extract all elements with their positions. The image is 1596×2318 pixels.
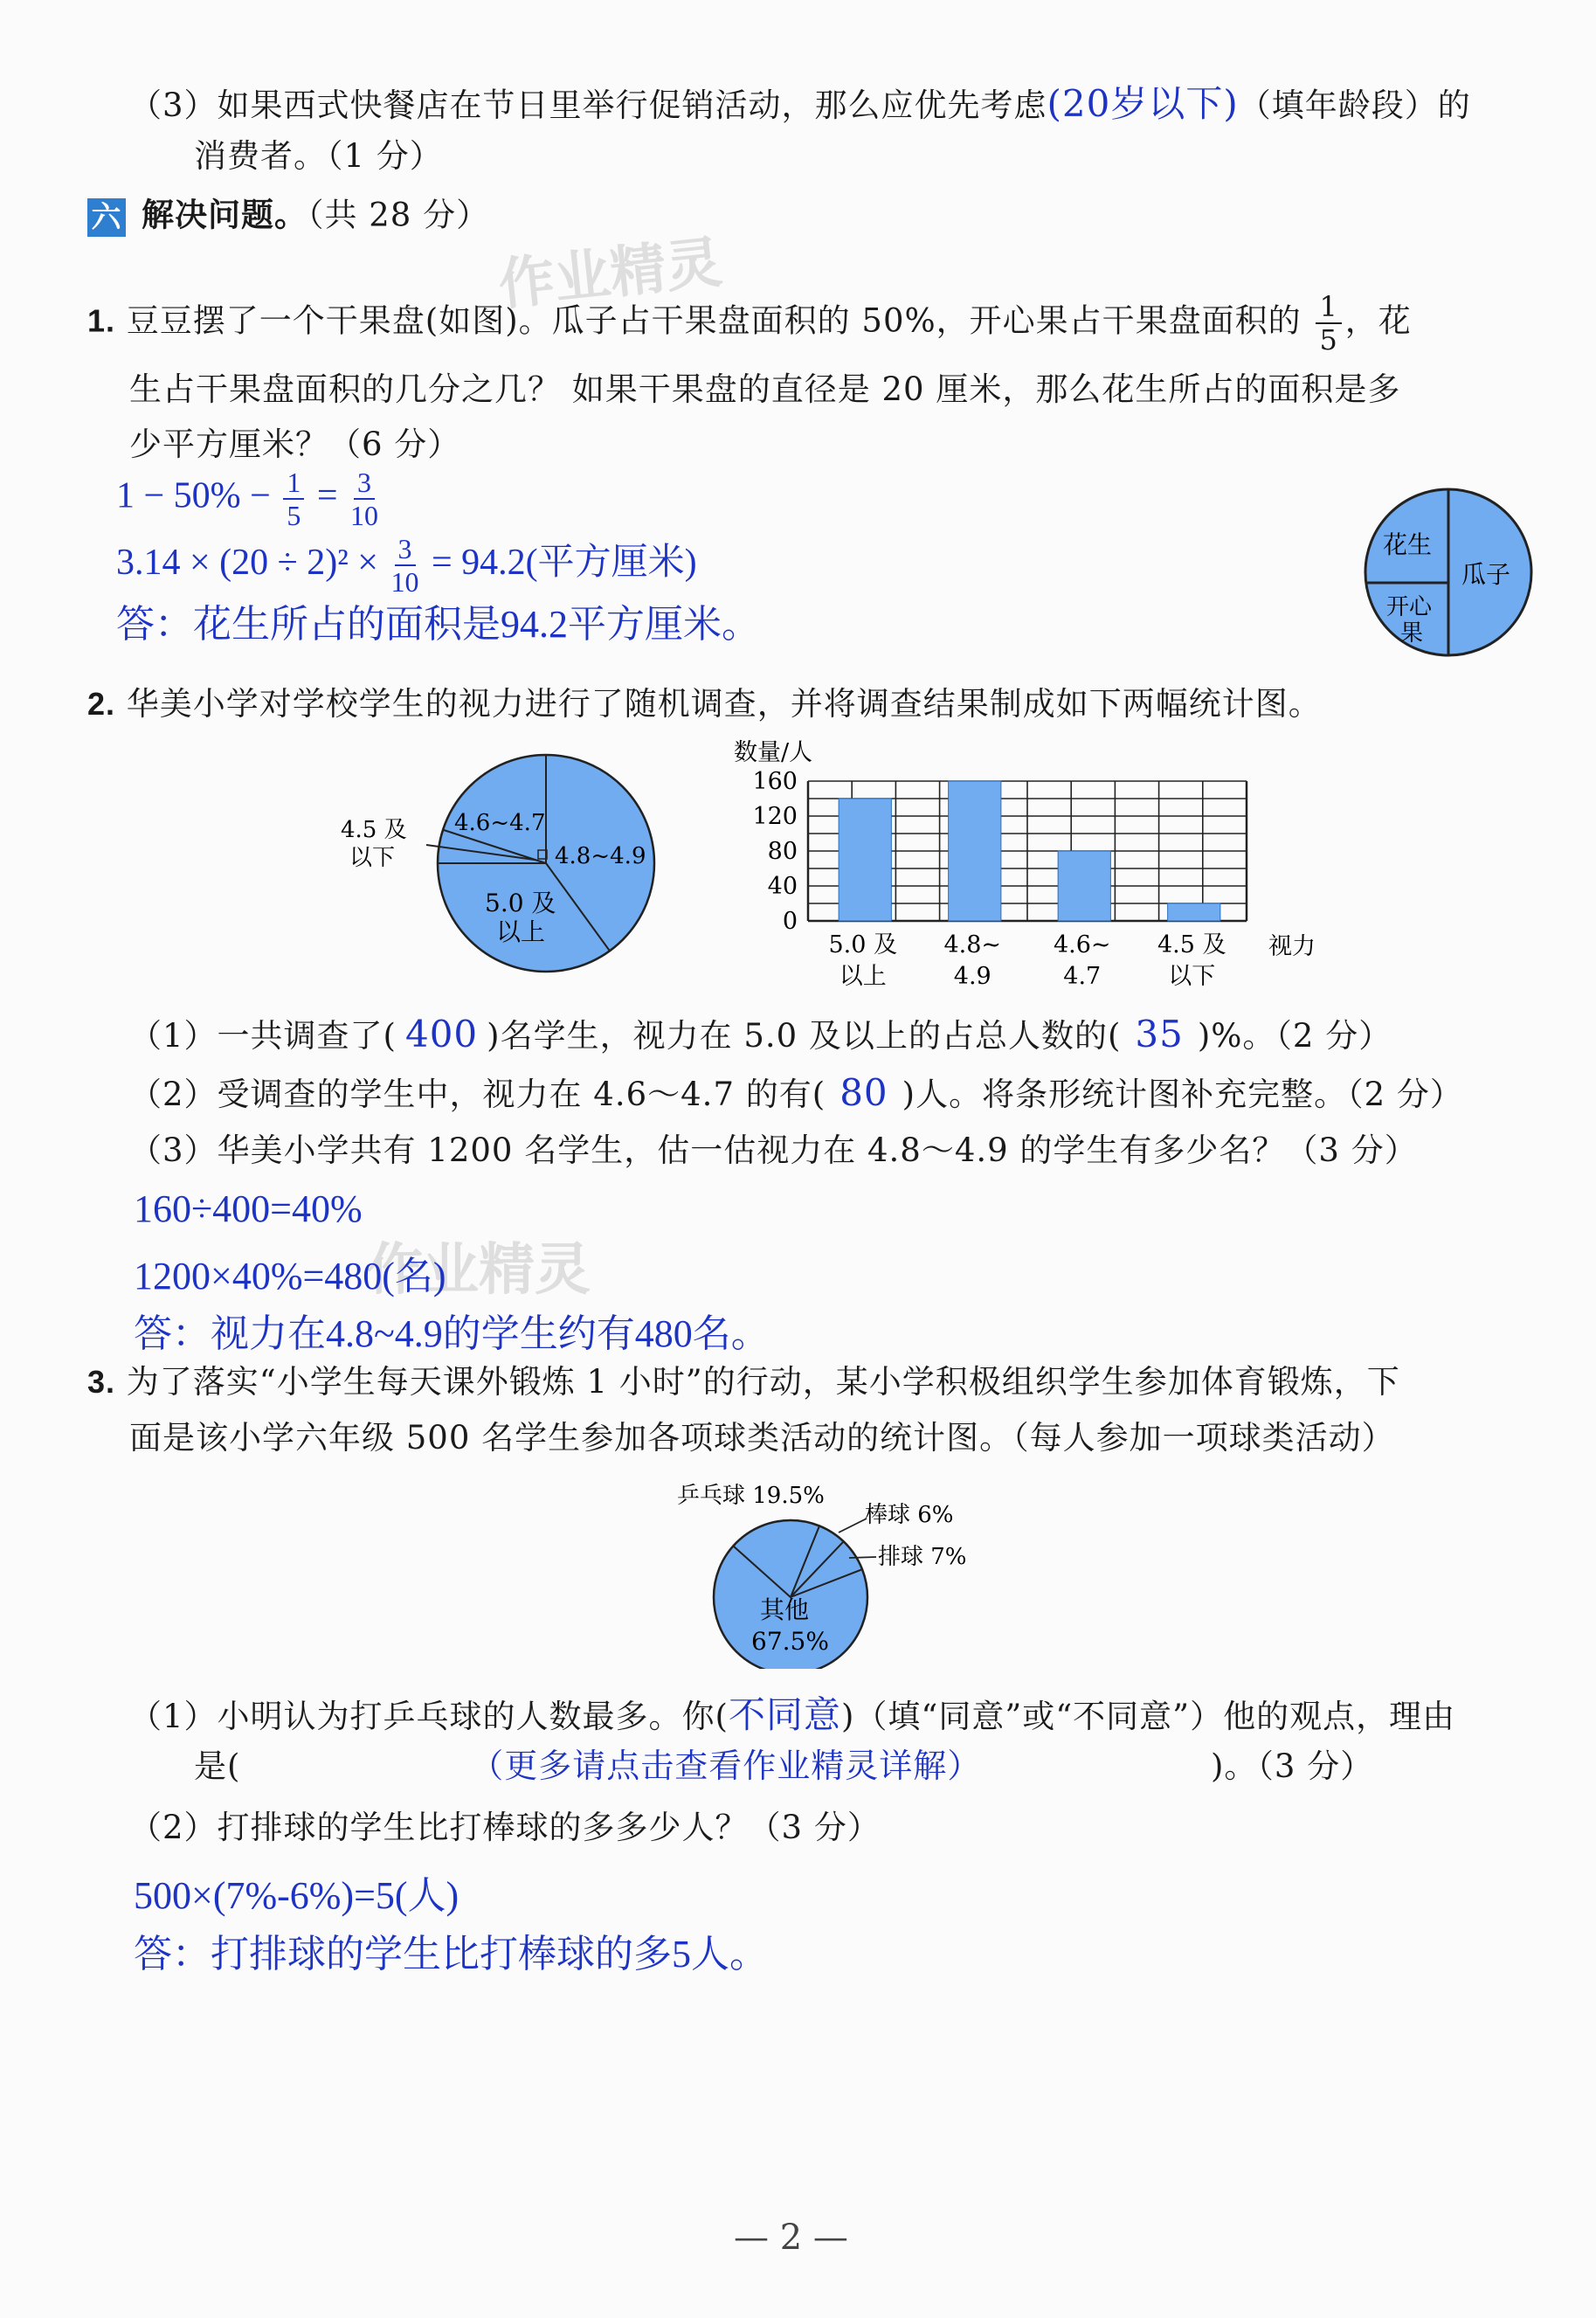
q2-sub1-answer-total: 400 — [404, 1013, 479, 1055]
plate-label-seeds: 瓜子 — [1461, 560, 1511, 589]
item3-line2: 消费者。（1 分） — [194, 137, 443, 175]
q3-sub1-text: （1）小明认为打乒乓球的人数最多。你( — [129, 1698, 729, 1735]
item3-text: （3）如果西式快餐店在节日里举行促销活动，那么应优先考虑 — [129, 86, 1047, 124]
pie1-label-4647: 4.6~4.7 — [454, 810, 546, 836]
ball-sports-pie-chart — [664, 1468, 1031, 1669]
plate-label-pistachio-2: 果 — [1400, 620, 1424, 647]
q1-answer-line1 — [116, 468, 382, 529]
pie1-label-45-b: 以下 — [349, 845, 396, 871]
item3-text-post: （填年龄段）的 — [1238, 86, 1471, 124]
q1-text: 豆豆摆了一个干果盘(如图)。瓜子占干果盘面积的 50%，开心果占干果盘面积的 — [126, 301, 1302, 340]
q1-line1 — [87, 290, 1412, 356]
pie2-label-other-value: 67.5% — [751, 1627, 829, 1656]
plate-label-peanut: 花生 — [1383, 530, 1433, 559]
q2-sub1-text-post: )%。（2 分） — [1197, 1017, 1392, 1055]
section-number-icon: 六 — [87, 198, 126, 237]
q3-sub1-line1 — [129, 1693, 1456, 1736]
q2-sub1 — [129, 1013, 1392, 1055]
section-score: （共 28 分） — [307, 196, 490, 234]
bar-2 — [1058, 851, 1110, 921]
bar-y-tick: 160 — [752, 768, 798, 795]
vision-bar-chart — [725, 736, 1319, 998]
frac-num: 1 — [283, 468, 304, 500]
pie1-label-50-a: 5.0 及 — [485, 889, 556, 917]
item3-answer: (20岁以下) — [1047, 82, 1239, 125]
q1-plate-diagram — [1358, 485, 1542, 660]
q3-sub1-line2 — [194, 1747, 1374, 1785]
q2-sub2 — [129, 1071, 1463, 1114]
bar-categories — [828, 931, 1226, 990]
item3-line1 — [129, 82, 1471, 125]
q2-text: 华美小学对学校学生的视力进行了随机调查，并将调查结果制成如下两幅统计图。 — [126, 685, 1322, 723]
frac-den: 10 — [390, 566, 419, 599]
pie1-label-45-a: 4.5 及 — [341, 817, 407, 843]
vision-pie-chart — [332, 743, 664, 987]
bar-y-tick: 40 — [767, 873, 798, 900]
q3-sub1-reason-link[interactable]: （更多请点击查看作业精灵详解） — [470, 1747, 982, 1785]
bar-y-tick: 80 — [767, 838, 798, 865]
q1-answer-line2 — [116, 533, 697, 599]
pie2-leader-baseball — [839, 1519, 867, 1533]
q2-sub3: （3）华美小学共有 1200 名学生，估一估视力在 4.8～4.9 的学生有多少名？（3 分） — [129, 1131, 1418, 1169]
q3-sub2: （2）打排球的学生比打棒球的多多少人？（3 分） — [129, 1809, 881, 1846]
q3-number: 3. — [87, 1364, 116, 1400]
bar-y-axis-label: 数量/人 — [734, 739, 813, 766]
q3-sub1-text-post: )（填“同意”或“不同意”）他的观点，理由 — [841, 1698, 1456, 1735]
q3-sub1-l2-text: 是( — [194, 1747, 241, 1785]
q2-sub2-answer: 80 — [839, 1071, 888, 1114]
pie1-label-50-b: 以上 — [496, 917, 546, 946]
q3-line2: 面是该小学六年级 500 名学生参加各项球类活动的统计图。（每人参加一项球类活动） — [129, 1419, 1395, 1457]
pie2-label-volleyball: 排球 7% — [878, 1544, 967, 1570]
frac-den: 10 — [350, 500, 379, 531]
q1-text-post: ，花 — [1344, 301, 1412, 340]
bar-category-label: 4.8~ — [943, 931, 1002, 958]
watermark-2: 作业精灵 — [367, 1238, 591, 1303]
q3-text: 为了落实“小学生每天课外锻炼 1 小时”的行动，某小学积极组织学生参加体育锻炼，下 — [126, 1363, 1400, 1401]
bar-3 — [1168, 903, 1220, 921]
q2-sub1-answer-percent: 35 — [1135, 1013, 1184, 1055]
q1-ans1-frac2 — [350, 468, 378, 529]
page-number: — 2 — — [734, 2218, 848, 2258]
q2-answer-line3: 答：视力在4.8~4.9的学生约有480名。 — [134, 1312, 770, 1355]
pie2-label-pingpong: 乒乓球 19.5% — [677, 1483, 825, 1509]
bar-category-label: 以上 — [839, 963, 887, 990]
q1-answer-line3: 答：花生所占的面积是94.2平方厘米。 — [116, 603, 760, 646]
q2-sub1-text: （1）一共调查了( — [129, 1017, 397, 1055]
plate-label-pistachio-1: 开心 — [1386, 594, 1433, 620]
bar-y-tick: 120 — [752, 803, 798, 830]
q1-line2: 生占干果盘面积的几分之几？ 如果干果盘的直径是 20 厘米，那么花生所占的面积是多 — [129, 370, 1401, 408]
q1-frac-den: 5 — [1319, 323, 1338, 356]
q3-line1 — [87, 1363, 1400, 1401]
q1-ans1-eq: = — [316, 475, 338, 516]
q2-answer-line2: 1200×40%=480(名) — [134, 1255, 446, 1297]
q2-sub2-text: （2）受调查的学生中，视力在 4.6～4.7 的有( — [129, 1076, 826, 1113]
bar-1 — [949, 781, 1001, 921]
q2-sub2-text-post: )人。将条形统计图补充完整。（2 分） — [902, 1076, 1463, 1113]
frac-num: 3 — [354, 468, 375, 500]
q1-number: 1. — [87, 302, 116, 339]
q1-ans2-text: 3.14 × (20 ÷ 2)² × — [116, 543, 378, 583]
q3-answer-line1: 500×(7%-6%)=5(人) — [134, 1874, 459, 1917]
q1-ans1-frac1 — [283, 468, 304, 529]
bar-category-label: 4.5 及 — [1157, 931, 1226, 958]
bar-category-label: 5.0 及 — [828, 931, 898, 958]
bar-0 — [839, 799, 891, 921]
q2-number: 2. — [87, 686, 116, 722]
bar-category-label: 以下 — [1168, 963, 1216, 990]
pie2-label-baseball: 棒球 6% — [865, 1502, 954, 1528]
pie1-label-4849: 4.8~4.9 — [555, 843, 646, 869]
q3-sub1-answer: 不同意 — [728, 1693, 841, 1736]
q1-ans1-text: 1 − 50% − — [116, 475, 271, 516]
section-title: 解决问题。 — [142, 195, 307, 234]
q2-answer-line1: 160÷400=40% — [134, 1187, 363, 1230]
section-header — [87, 195, 490, 237]
pie2-label-other: 其他 — [760, 1595, 810, 1624]
q1-fraction — [1316, 290, 1341, 356]
bar-category-label: 4.7 — [1063, 963, 1102, 990]
frac-num: 3 — [395, 535, 416, 566]
q2-sub1-text-mid: )名学生，视力在 5.0 及以上的占总人数的( — [487, 1017, 1122, 1055]
bar-x-axis-label: 视力 — [1268, 933, 1316, 960]
q1-ans2-frac — [390, 533, 419, 599]
q3-sub1-l2-text-post: )。（3 分） — [1210, 1747, 1374, 1785]
pie2-leader-volleyball — [849, 1557, 876, 1558]
frac-den: 5 — [287, 500, 301, 531]
q3-answer-line2: 答：打排球的学生比打棒球的多5人。 — [134, 1933, 768, 1975]
watermark: 作业精灵 — [495, 230, 725, 319]
q1-ans2-result: = 94.2(平方厘米) — [432, 543, 697, 583]
bar-y-ticks — [752, 768, 798, 935]
q2-line1 — [87, 685, 1322, 723]
bar-category-label: 4.9 — [953, 963, 991, 990]
bar-category-label: 4.6~ — [1053, 931, 1111, 958]
bar-y-tick: 0 — [782, 908, 798, 935]
q1-line3: 少平方厘米？（6 分） — [129, 426, 461, 463]
q1-frac-num: 1 — [1316, 293, 1341, 324]
